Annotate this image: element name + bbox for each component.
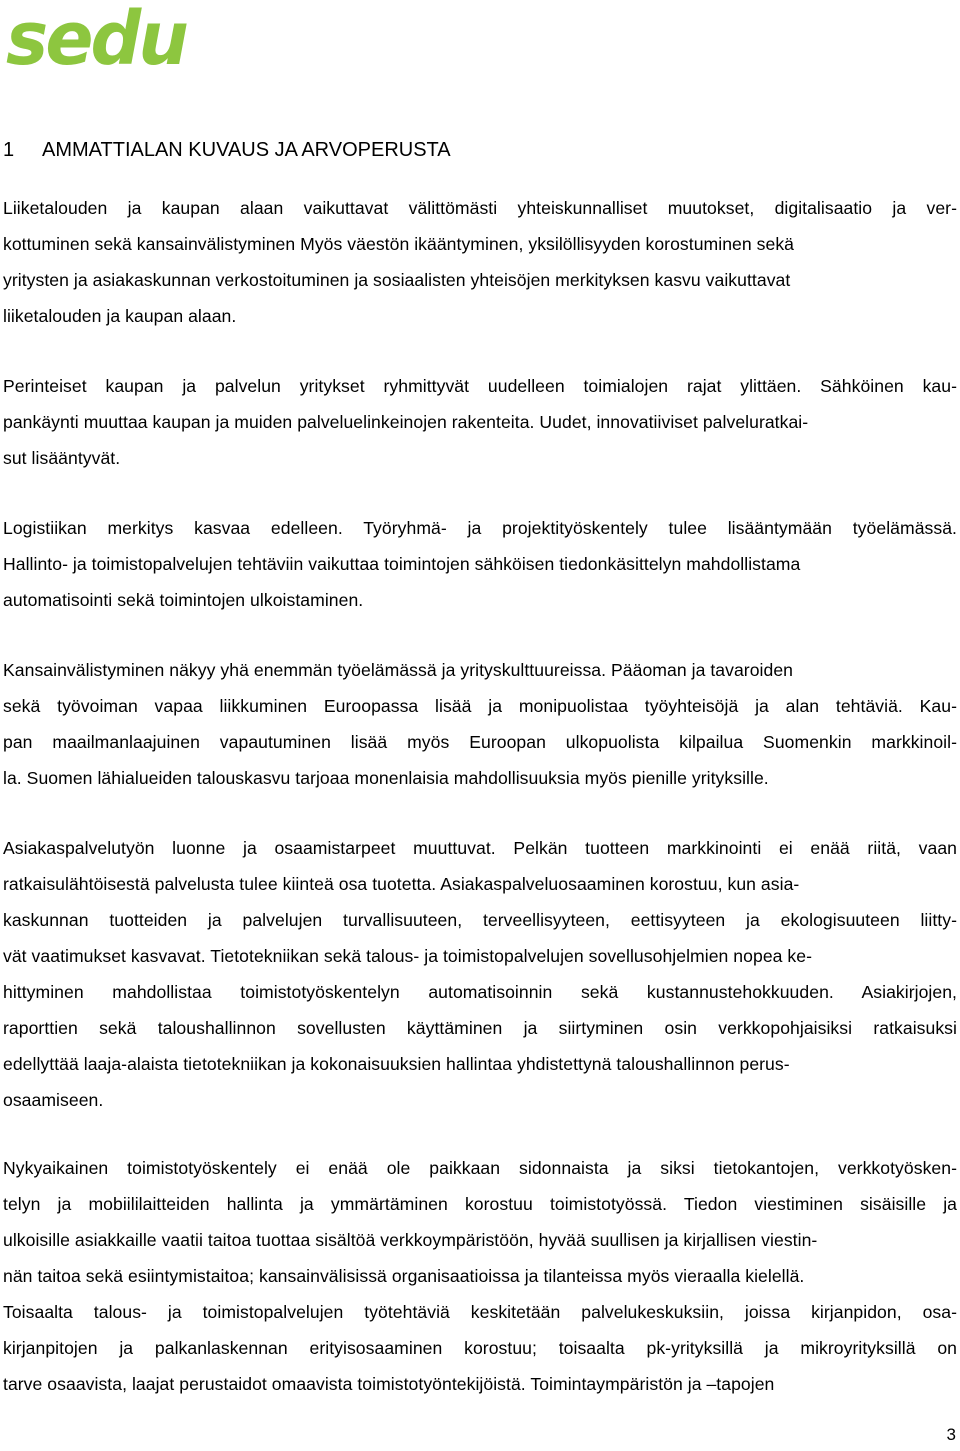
- paragraph: [3, 368, 957, 476]
- paragraph-line: la. Suomen lähialueiden talouskasvu tarjoaa monenlaisia mahdollisuuksia myös pienille yrityksille.: [3, 768, 769, 788]
- paragraph-line: Logistiikan merkitys kasvaa edelleen. Työryhmä- ja projektityöskentely tulee lisääntymään työelämässä.: [3, 518, 957, 538]
- paragraph-line: kirjanpitojen ja palkanlaskennan erityisosaaminen korostuu; toisaalta pk-yrityksillä ja mikroyrityksillä on: [3, 1338, 957, 1358]
- paragraph-line: Asiakaspalvelutyön luonne ja osaamistarpeet muuttuvat. Pelkän tuotteen markkinointi ei enää riitä, vaan: [3, 838, 957, 858]
- paragraph-line: pan maailmanlaajuinen vapautuminen lisää myös Euroopan ulkopuolista kilpailua Suomenkin markkinoil-: [3, 732, 957, 752]
- paragraph-line: Hallinto- ja toimistopalvelujen tehtäviin vaikuttaa toimintojen sähköisen tiedonkäsittelyn mahdollistama: [3, 554, 801, 574]
- paragraph: [3, 652, 957, 796]
- paragraph-line: kaskunnan tuotteiden ja palvelujen turvallisuuteen, terveellisyyteen, eettisyyteen ja ekologisuuteen liitty-: [3, 910, 957, 930]
- paragraph-line: Nykyaikainen toimistotyöskentely ei enää ole paikkaan sidonnaista ja siksi tietokantojen, verkkotyösken-: [3, 1158, 957, 1178]
- paragraph: [3, 1150, 957, 1402]
- paragraph-line: kottuminen sekä kansainvälistyminen Myös väestön ikääntyminen, yksilöllisyyden korostuminen sekä: [3, 234, 795, 254]
- paragraph-line: yritysten ja asiakaskunnan verkostoituminen ja sosiaalisten yhteisöjen merkityksen kasvu vaikuttavat: [3, 270, 791, 290]
- page-number: 3: [946, 1425, 956, 1444]
- paragraph-line: Toisaalta talous- ja toimistopalvelujen työtehtäviä keskitetään palvelukeskuksiin, joissa kirjanpidon, osa-: [3, 1302, 957, 1322]
- paragraph-line: osaamiseen.: [3, 1090, 104, 1110]
- sedu-logo: [6, 6, 188, 70]
- paragraph-line: ulkoisille asiakkaille vaatii taitoa tuottaa sisältöä verkkoympäristöön, hyvää suullisen ja kirjallisen viestin-: [3, 1230, 818, 1250]
- paragraph-line: Perinteiset kaupan ja palvelun yritykset ryhmittyvät uudelleen toimialojen rajat ylittäen. Sähköinen kau-: [3, 376, 957, 396]
- paragraph-line: telyn ja mobiililaitteiden hallinta ja ymmärtäminen korostuu toimistotyössä. Tiedon viestiminen sisäisille ja: [3, 1194, 957, 1214]
- paragraph-line: sekä työvoiman vapaa liikkuminen Euroopassa lisää ja monipuolistaa työyhteisöjä ja alan tehtäviä. Kau-: [3, 696, 957, 716]
- paragraph-line: raporttien sekä taloushallinnon sovellusten käyttäminen ja siirtyminen osin verkkopohjaisiksi ratkaisuksi: [3, 1018, 957, 1038]
- paragraph-line: edellyttää laaja-alaista tietotekniikan ja kokonaisuuksien hallintaa yhdistettynä taloushallinnon perus-: [3, 1054, 790, 1074]
- paragraph-line: Liiketalouden ja kaupan alaan vaikuttavat välittömästi yhteiskunnalliset muutokset, digitalisaatio ja ver-: [3, 198, 957, 218]
- paragraph-line: vät vaatimukset kasvavat. Tietotekniikan sekä talous- ja toimistopalvelujen sovellusohjelmien nopea ke-: [3, 946, 813, 966]
- paragraph-line: nän taitoa sekä esiintymistaitoa; kansainvälisissä organisaatioissa ja tilanteissa myös vieraalla kielellä.: [3, 1266, 805, 1286]
- paragraph-line: pankäynti muuttaa kaupan ja muiden palveluelinkeinojen rakenteita. Uudet, innovatiiviset palveluratkai-: [3, 412, 809, 432]
- logo-lettering: sedu: [6, 6, 188, 70]
- paragraph-line: automatisointi sekä toimintojen ulkoistaminen.: [3, 590, 364, 610]
- paragraph: [3, 510, 957, 618]
- section-heading: [3, 138, 451, 162]
- paragraph-line: ratkaisulähtöisestä palvelusta tulee kiinteä osa tuotetta. Asiakaspalveluosaaminen korostuu, kun asia-: [3, 874, 800, 894]
- paragraph-line: hittyminen mahdollistaa toimistotyöskentelyn automatisoinnin sekä kustannustehokkuuden. Asiakirjojen,: [3, 982, 957, 1002]
- sedu-logo-wordmark: [6, 6, 188, 70]
- paragraph: [3, 190, 957, 334]
- paragraph: [3, 830, 957, 1118]
- section-number: 1: [3, 139, 15, 161]
- paragraph-line: sut lisääntyvät.: [3, 448, 121, 468]
- paragraph-line: tarve osaavista, laajat perustaidot omaavista toimistotyöntekijöistä. Toimintaympäristön ja –tapojen: [3, 1374, 775, 1394]
- paragraph-line: liiketalouden ja kaupan alaan.: [3, 306, 237, 326]
- paragraph-line: Kansainvälistyminen näkyy yhä enemmän työelämässä ja yrityskulttuureissa. Pääoman ja tavaroiden: [3, 660, 794, 680]
- section-title: AMMATTIALAN KUVAUS JA ARVOPERUSTA: [42, 139, 451, 161]
